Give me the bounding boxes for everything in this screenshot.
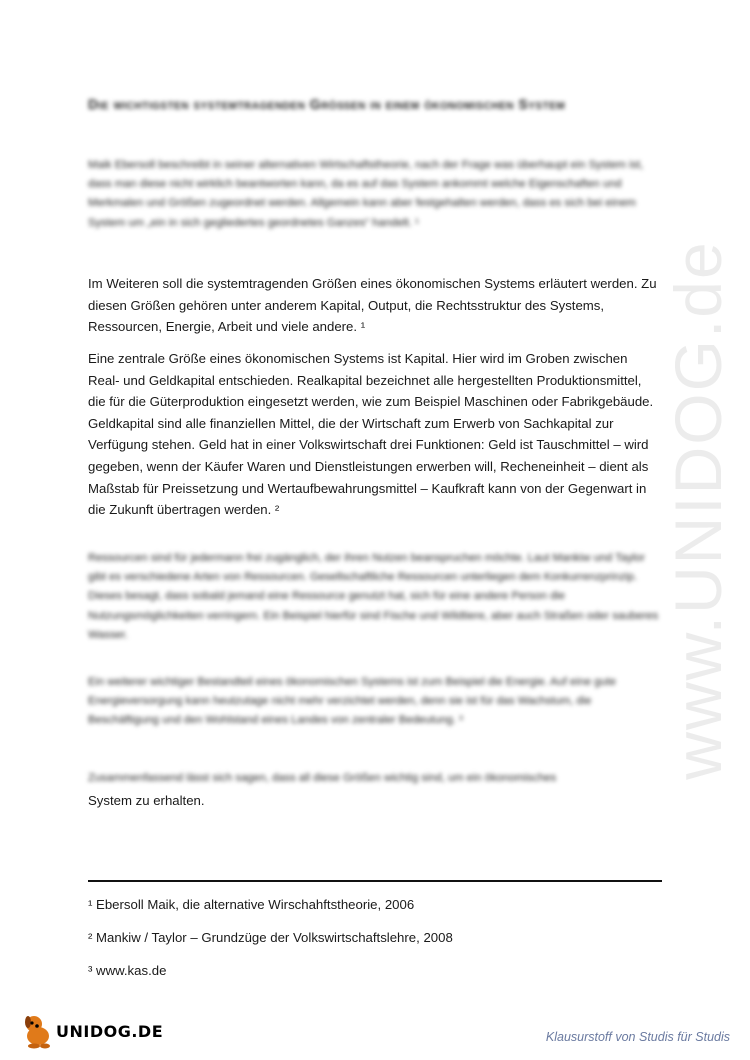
- paragraph-energy: Ein weiterer wichtiger Bestandteil eines ökonomischen Systems ist zum Beispiel die Energie. Auf eine gute Energieversorgung kann heutzutage nicht mehr verzichtet werden, denn sie ist für das Wachstum, die Beschäftigung und den Wohlstand eines Landes von zentraler Bedeutung. ³: [88, 676, 616, 727]
- dog-icon: [20, 1010, 60, 1050]
- paragraph-system-definition: Maik Ebersoll beschreibt in seiner alternativen Wirtschaftstheorie, nach der Frage was überhaupt ein System ist, dass man diese nicht wirklich beantworten kann, da es auf das System ankommt welche Eigenschaften und Merkmalen und Größen zugeordnet werden. Allgemein kann aber festgehalten werden, dass es sich bei einem System um „ein in sich gegliedertes geordnetes Ganzes“ handelt. ¹: [88, 159, 644, 229]
- document-heading: Die wichtigsten systemtragenden Größen in einem ökonomischen System: [88, 96, 566, 112]
- watermark-text: www.UNIDOG.de: [661, 240, 735, 780]
- unidog-logo: [20, 1010, 164, 1050]
- footnote-divider: [88, 880, 662, 882]
- footnote-2: ² Mankiw / Taylor – Grundzüge der Volkswirtschaftslehre, 2008: [88, 930, 453, 945]
- footnote-1: ¹ Ebersoll Maik, die alternative Wirschahftstheorie, 2006: [88, 897, 415, 912]
- conclusion-blurred-line: Zusammenfassend lässt sich sagen, dass all diese Größen wichtig sind, um ein ökonomisches: [88, 772, 557, 784]
- paragraph-capital: Eine zentrale Größe eines ökonomischen Systems ist Kapital. Hier wird im Groben zwischen Real- und Geldkapital entschieden. Realkapital bezeichnet alle hergestellten Produktionsmittel, die für die Güterproduktion eingesetzt werden, wie zum Beispiel Maschinen oder Fabrikgebäude. Geldkapital sind alle finanziellen Mittel, die der Wirtschaft zum Erwerb von Sachkapital zur Verfügung stehen. Geld hat in einer Volkswirtschaft drei Funktionen: Geld ist Tauschmittel – wird gegeben, wenn der Käufer Waren und Dienstleistungen erwerben will, Recheneinheit – dient als Maßstab für Preissetzung und Wertaufbewahrungsmittel – Kaufkraft kann von der Gegenwart in die Zukunft übertragen werden. ²: [88, 351, 654, 518]
- watermark: [648, 240, 748, 780]
- footnote-3: ³ www.kas.de: [88, 963, 167, 978]
- footer-slogan: Klausurstoff von Studis für Studis: [545, 1030, 730, 1044]
- paragraph-system-quantities: Im Weiteren soll die systemtragenden Größen eines ökonomischen Systems erläutert werden. Zu diesen Größen gehören unter anderem Kapital, Output, die Rechtsstruktur des Systems, Ressourcen, Energie, Arbeit und viele andere. ¹: [88, 276, 657, 335]
- conclusion-clear-line: System zu erhalten.: [88, 792, 205, 808]
- paragraph-conclusion: [88, 768, 660, 811]
- paragraph-resources: Ressourcen sind für jedermann frei zugänglich, der ihren Nutzen beanspruchen möchte. Laut Mankiw und Taylor gibt es verschiedene Arten von Ressourcen. Gesellschaftliche Ressourcen unterliegen dem Konkurrenzprinzip. Dieses besagt, dass sobald jemand eine Ressource genutzt hat, sich für eine andere Person die Nutzungsmöglichkeiten verringern. Ein Beispiel hierfür sind Fische und Wildtiere, aber auch Straßen oder sauberes Wasser.: [88, 552, 659, 641]
- logo-text: UNIDOG.DE: [56, 1022, 164, 1041]
